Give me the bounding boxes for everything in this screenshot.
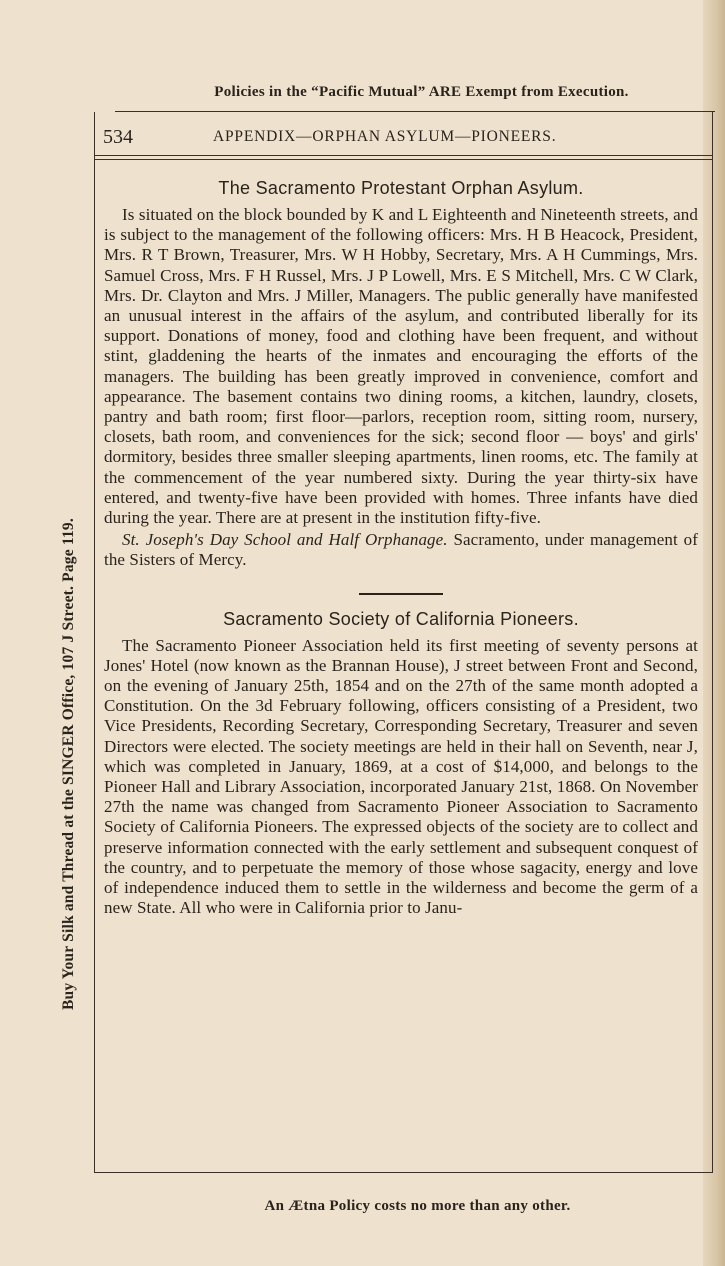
side-advertisement: Buy Your Silk and Thread at the SINGER Office, 107 J Street. Page 119. <box>60 518 77 1010</box>
pioneers-paragraph: The Sacramento Pioneer Association held its first meeting of seventy persons at Jones' Hotel (now known as the Brannan House), J street between Front and Second, on the evening of January 25th, 1854 and on the 27th of the same month adopted a Constitution. On the 3d February following, officers consisting of a President, two Vice Presidents, Recording Secretary, Corresponding Secretary, Treasurer and seven Directors were elected. The society meetings are held in their hall on Seventh, near J, which was completed in January, 1869, at a cost of $14,000, and belongs to the Pioneer Hall and Library Association, incorporated January 21st, 1868. On November 27th the name was changed from Sacramento Pioneer Association to Sacramento Society of California Pioneers. The expressed objects of the society are to collect and preserve information connected with the early settlement and subsequent conquest of the country, and to perpetuate the memory of those whose sagacity, energy and love of independence induced them to settle in the wilderness and become the germ of a new State. All who were in California prior to Janu- <box>104 635 698 918</box>
section-divider <box>359 593 443 595</box>
st-joseph-text: Sacramento, under management of the Sisters of Mercy. <box>104 530 698 570</box>
page-number: 534 <box>103 126 133 148</box>
st-joseph-name: St. Joseph's Day School and Half Orphanage. <box>122 530 448 550</box>
top-rule <box>115 111 715 112</box>
section-title-pioneers: Sacramento Society of California Pioneers. <box>223 608 579 629</box>
frame-left-rule <box>94 112 95 1172</box>
page-edge <box>703 0 725 1266</box>
orphan-asylum-paragraph: Is situated on the block bounded by K and L Eighteenth and Nineteenth streets, and is subject to the management of the following officers: Mrs. H B Heacock, President, Mrs. R T Brown, Treasurer, Mrs. W H Hobby, Secretary, Mrs. A H Cummings, Mrs. Samuel Cross, Mrs. F H Russel, Mrs. J P Lowell, Mrs. E S Mitchell, Mrs. C W Clark, Mrs. Dr. Clayton and Mrs. J Miller, Managers. The public generally have manifested an unusual interest in the affairs of the asylum, and contributed liberally for its support. Donations of money, food and clothing have been frequent, and without stint, gladdening the hearts of the inmates and encouraging the efforts of the managers. The building has been greatly improved in convenience, comfort and appearance. The basement contains two dining rooms, a kitchen, laundry, closets, pantry and bath room; first floor—parlors, reception room, sitting room, nursery, closets, bath room, and conveniences for the sick; second floor — boys' and girls' dormitory, besides three smaller sleeping apartments, linen rooms, etc. The family at the commencement of the year numbered sixty. During the year thirty-six have entered, and twenty-five have been provided with homes. Three infants have died during the year. There are at present in the institution fifty-five. <box>104 205 698 528</box>
section-title-orphan-asylum: The Sacramento Protestant Orphan Asylum. <box>218 178 584 198</box>
st-joseph-paragraph <box>104 530 698 570</box>
header-advertisement: Policies in the “Pacific Mutual” ARE Exempt from Execution. <box>214 84 629 100</box>
page-body <box>104 178 698 919</box>
running-head: APPENDIX—ORPHAN ASYLUM—PIONEERS. <box>213 128 557 145</box>
frame-right-rule <box>712 112 713 1172</box>
head-rule-2 <box>94 159 713 160</box>
bottom-rule <box>94 1172 713 1173</box>
footer-advertisement: An Ætna Policy costs no more than any other. <box>264 1198 571 1214</box>
head-rule <box>94 155 713 156</box>
